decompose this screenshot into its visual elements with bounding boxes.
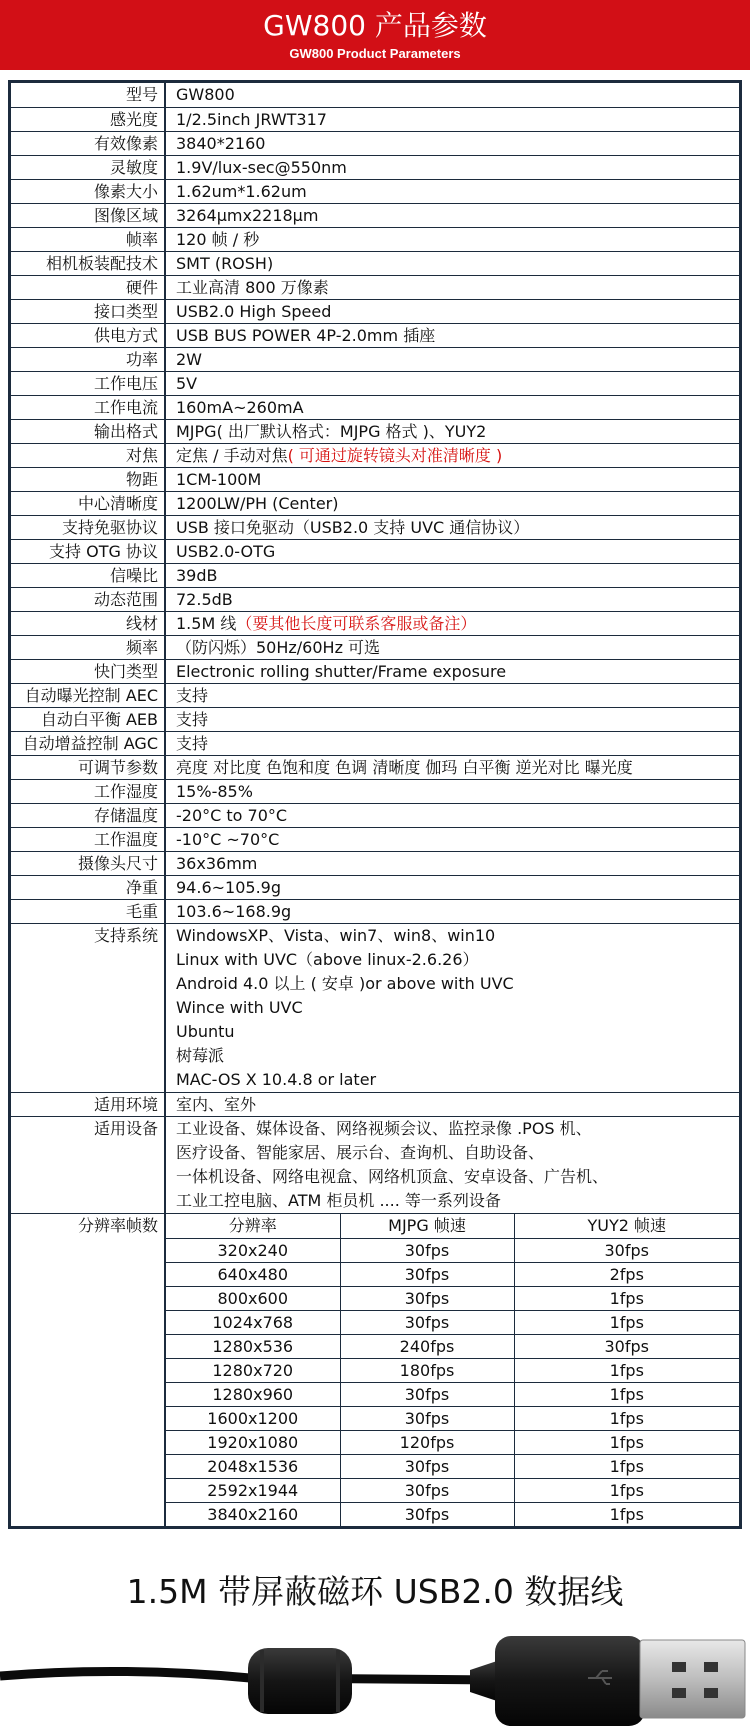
resolution-header-cell: YUY2 帧速: [514, 1214, 739, 1238]
resolution-cell: 1fps: [514, 1310, 739, 1334]
spec-row: [11, 611, 739, 635]
spec-row: [11, 515, 739, 539]
spec-label: 供电方式: [11, 324, 166, 347]
resolution-row: [166, 1286, 739, 1310]
spec-value-text: Electronic rolling shutter/Frame exposure: [176, 662, 507, 681]
resolution-cell: 3840x2160: [166, 1502, 340, 1526]
spec-value: [166, 660, 739, 683]
spec-value: [166, 1117, 739, 1213]
spec-label: 感光度: [11, 108, 166, 131]
spec-label: 动态范围: [11, 588, 166, 611]
spec-label: 净重: [11, 876, 166, 899]
spec-label: 摄像头尺寸: [11, 852, 166, 875]
title-banner: [0, 0, 750, 70]
resolution-cell: 640x480: [166, 1262, 340, 1286]
spec-value-text: USB2.0 High Speed: [176, 302, 332, 321]
spec-value-line: 工业工控电脑、ATM 柜员机 .... 等一系列设备: [176, 1191, 501, 1210]
resolution-cell: 1fps: [514, 1502, 739, 1526]
spec-value-text: 2W: [176, 350, 202, 369]
spec-value-text: USB BUS POWER 4P-2.0mm 插座: [176, 326, 436, 345]
spec-label: 灵敏度: [11, 156, 166, 179]
spec-value-note: ( 可通过旋转镜头对准清晰度 ): [287, 446, 503, 465]
page-title: GW800 产品参数: [263, 9, 487, 42]
spec-value-text: 工业高清 800 万像素: [176, 278, 329, 297]
spec-row: [11, 731, 739, 755]
spec-label: 快门类型: [11, 660, 166, 683]
spec-value-line: 一体机设备、网络电视盒、网络机顶盒、安卓设备、广告机、: [176, 1167, 609, 1186]
spec-value: [166, 852, 739, 875]
resolution-cell: 1fps: [514, 1454, 739, 1478]
resolution-cell: 2fps: [514, 1262, 739, 1286]
spec-label: 物距: [11, 468, 166, 491]
spec-label: 工作温度: [11, 828, 166, 851]
spec-value: [166, 588, 739, 611]
spec-label: 适用环境: [11, 1093, 166, 1116]
spec-value-line: Android 4.0 以上 ( 安卓 )or above with UVC: [176, 974, 514, 993]
spec-row: [11, 155, 739, 179]
spec-value-text: 支持: [176, 686, 209, 705]
spec-value-text: 1200LW/PH (Center): [176, 494, 339, 513]
spec-value-text: 支持: [176, 710, 209, 729]
spec-label: 像素大小: [11, 180, 166, 203]
spec-row: [11, 395, 739, 419]
spec-value: [166, 276, 739, 299]
spec-value-text: 1.62um*1.62um: [176, 182, 307, 201]
spec-label: 频率: [11, 636, 166, 659]
resolution-cell: 800x600: [166, 1286, 340, 1310]
cable-title: 1.5M 带屏蔽磁环 USB2.0 数据线: [126, 1572, 624, 1611]
spec-row: [11, 707, 739, 731]
resolution-cell: 1280x536: [166, 1334, 340, 1358]
resolution-header-cell: 分辨率: [228, 1216, 277, 1236]
spec-row: [11, 539, 739, 563]
spec-value-text: USB 接口免驱动（USB2.0 支持 UVC 通信协议）: [176, 518, 530, 537]
resolution-cell: 1280x960: [166, 1382, 340, 1406]
spec-value-text: 1.9V/lux-sec@550nm: [176, 158, 347, 177]
spec-value: [166, 180, 739, 203]
spec-value-text: 5V: [176, 374, 198, 393]
spec-value: [166, 564, 739, 587]
resolution-cell: 30fps: [340, 1406, 514, 1430]
spec-row: [11, 851, 739, 875]
spec-label: 帧率: [11, 228, 166, 251]
spec-value-line: 树莓派: [176, 1046, 225, 1065]
usb-metal-connector: [640, 1640, 745, 1718]
spec-value: [166, 252, 739, 275]
resolution-cell: 1fps: [514, 1382, 739, 1406]
spec-label: 支持系统: [11, 924, 166, 1092]
spec-label: 支持 OTG 协议: [11, 540, 166, 563]
spec-value-text: SMT (ROSH): [176, 254, 274, 273]
spec-label: 线材: [11, 612, 166, 635]
spec-value: [166, 540, 739, 563]
spec-value-text: 亮度 对比度 色饱和度 色调 清晰度 伽玛 白平衡 逆光对比 曝光度: [176, 758, 633, 777]
spec-row: [11, 299, 739, 323]
spec-row: [11, 587, 739, 611]
spec-value: [166, 900, 739, 923]
spec-value-text: 72.5dB: [176, 590, 233, 609]
resolution-row: [166, 1454, 739, 1478]
spec-value-note: （要其他长度可联系客服或备注）: [236, 614, 477, 633]
spec-value-text: 36x36mm: [176, 854, 258, 873]
spec-label: 信噪比: [11, 564, 166, 587]
spec-value-line: Wince with UVC: [176, 998, 303, 1017]
spec-row: [11, 803, 739, 827]
spec-value: [166, 156, 739, 179]
spec-label: 输出格式: [11, 420, 166, 443]
resolution-cell: 30fps: [514, 1334, 739, 1358]
resolution-cell: 30fps: [340, 1286, 514, 1310]
spec-row: [11, 755, 739, 779]
resolution-row: [166, 1406, 739, 1430]
spec-value-line: 工业设备、媒体设备、网络视频会议、监控录像 .POS 机、: [176, 1119, 592, 1138]
spec-value: [166, 83, 739, 107]
resolution-table: [166, 1214, 739, 1526]
spec-label: 适用设备: [11, 1117, 166, 1213]
resolution-cell: 30fps: [514, 1238, 739, 1262]
resolution-row: [166, 1382, 739, 1406]
spec-row: [11, 83, 739, 107]
spec-label: 毛重: [11, 900, 166, 923]
spec-value: [166, 228, 739, 251]
spec-value: [166, 444, 739, 467]
spec-label: 对焦: [11, 444, 166, 467]
resolution-cell: 240fps: [340, 1334, 514, 1358]
resolution-cell: 180fps: [340, 1358, 514, 1382]
resolution-header-cell: MJPG 帧速: [340, 1214, 514, 1238]
spec-row-systems: [11, 923, 739, 1092]
spec-row: [11, 827, 739, 851]
spec-value-text: 1.5M 线: [176, 614, 237, 633]
resolution-cell: 30fps: [340, 1382, 514, 1406]
spec-label: 支持免驱协议: [11, 516, 166, 539]
spec-value-text: 120 帧 / 秒: [176, 230, 260, 249]
resolution-row: [166, 1238, 739, 1262]
spec-row: [11, 251, 739, 275]
spec-value-line: WindowsXP、Vista、win7、win8、win10: [176, 926, 496, 945]
spec-label: 自动曝光控制 AEC: [11, 684, 166, 707]
spec-value: [166, 732, 739, 755]
resolution-cell: 1920x1080: [166, 1430, 340, 1454]
spec-row-resolution: [11, 1213, 739, 1526]
spec-row: [11, 323, 739, 347]
spec-label: 存储温度: [11, 804, 166, 827]
spec-label: 硬件: [11, 276, 166, 299]
spec-row: [11, 371, 739, 395]
resolution-cell: 1fps: [514, 1406, 739, 1430]
spec-row: [11, 635, 739, 659]
spec-value-text: 160mA~260mA: [176, 398, 304, 417]
resolution-cell: 2592x1944: [166, 1478, 340, 1502]
spec-label: 接口类型: [11, 300, 166, 323]
spec-value: 室内、室外: [176, 1095, 257, 1114]
spec-label: 可调节参数: [11, 756, 166, 779]
spec-value-text: 3840*2160: [176, 134, 266, 153]
spec-value-line: Ubuntu: [176, 1022, 235, 1041]
spec-row: [11, 899, 739, 923]
spec-label: 分辨率帧数: [11, 1214, 166, 1526]
spec-row: [11, 179, 739, 203]
spec-value-text: 3264μmx2218μm: [176, 206, 319, 225]
spec-value: [166, 420, 739, 443]
page-subtitle: GW800 Product Parameters: [289, 46, 461, 61]
spec-value: [166, 804, 739, 827]
resolution-header-row: [166, 1214, 739, 1238]
resolution-cell: 120fps: [340, 1430, 514, 1454]
spec-label: 型号: [11, 83, 166, 107]
spec-row: [11, 227, 739, 251]
spec-value: [166, 924, 739, 1092]
resolution-cell: 1280x720: [166, 1358, 340, 1382]
spec-row: [11, 443, 739, 467]
spec-label: 有效像素: [11, 132, 166, 155]
resolution-cell: 30fps: [340, 1502, 514, 1526]
spec-row: [11, 659, 739, 683]
resolution-cell: 1fps: [514, 1286, 739, 1310]
spec-label: 功率: [11, 348, 166, 371]
resolution-cell: 30fps: [340, 1310, 514, 1334]
resolution-cell: 1fps: [514, 1358, 739, 1382]
resolution-row: [166, 1502, 739, 1526]
spec-value-text: 支持: [176, 734, 209, 753]
spec-value-text: 15%-85%: [176, 782, 253, 801]
resolution-cell: 1fps: [514, 1430, 739, 1454]
spec-label: 中心清晰度: [11, 492, 166, 515]
resolution-row: [166, 1430, 739, 1454]
resolution-cell: 1fps: [514, 1478, 739, 1502]
spec-label: 工作电压: [11, 372, 166, 395]
spec-value-text: -10°C ~70°C: [176, 830, 280, 849]
spec-value-text: 94.6~105.9g: [176, 878, 281, 897]
spec-value-text: USB2.0-OTG: [176, 542, 276, 561]
resolution-cell: 2048x1536: [166, 1454, 340, 1478]
spec-value-text: -20°C to 70°C: [176, 806, 288, 825]
spec-row: [11, 683, 739, 707]
resolution-row: [166, 1334, 739, 1358]
spec-value-text: MJPG( 出厂默认格式：MJPG 格式 )、YUY2: [176, 422, 487, 441]
spec-value: [166, 876, 739, 899]
spec-table: [8, 80, 742, 1529]
spec-value: [166, 372, 739, 395]
spec-row: [11, 563, 739, 587]
spec-value: [166, 300, 739, 323]
spec-label: 自动白平衡 AEB: [11, 708, 166, 731]
spec-value: [166, 516, 739, 539]
spec-row: [11, 491, 739, 515]
spec-value-line: 医疗设备、智能家居、展示台、查询机、自助设备、: [176, 1143, 545, 1162]
spec-value: [166, 636, 739, 659]
resolution-table-wrap: [166, 1214, 739, 1526]
spec-value: [166, 780, 739, 803]
spec-row-environment: [11, 1092, 739, 1116]
spec-label: 工作电流: [11, 396, 166, 419]
spec-label: 相机板装配技术: [11, 252, 166, 275]
spec-value-text: 1/2.5inch JRWT317: [176, 110, 327, 129]
resolution-row: [166, 1310, 739, 1334]
spec-value-text: （防闪烁）50Hz/60Hz 可选: [176, 638, 381, 657]
spec-row: [11, 875, 739, 899]
spec-row-devices: [11, 1116, 739, 1213]
spec-value: [166, 324, 739, 347]
spec-row: [11, 419, 739, 443]
spec-value: [166, 708, 739, 731]
spec-row: [11, 131, 739, 155]
spec-row: [11, 779, 739, 803]
spec-value-line: Linux with UVC（above linux-2.6.26）: [176, 950, 479, 969]
spec-value: [166, 396, 739, 419]
spec-value-text: 103.6~168.9g: [176, 902, 292, 921]
spec-value: [166, 108, 739, 131]
spec-value: [166, 756, 739, 779]
spec-value: [166, 132, 739, 155]
resolution-row: [166, 1478, 739, 1502]
spec-value: [166, 684, 739, 707]
spec-value-text: 1CM-100M: [176, 470, 262, 489]
resolution-row: [166, 1358, 739, 1382]
resolution-cell: 1024x768: [166, 1310, 340, 1334]
spec-label: 图像区域: [11, 204, 166, 227]
resolution-cell: 320x240: [166, 1238, 340, 1262]
spec-row: [11, 107, 739, 131]
resolution-cell: 30fps: [340, 1238, 514, 1262]
resolution-row: [166, 1262, 739, 1286]
spec-row: [11, 275, 739, 299]
spec-value: [166, 204, 739, 227]
spec-value-line: MAC-OS X 10.4.8 or later: [176, 1070, 377, 1089]
spec-value: [166, 828, 739, 851]
spec-value: [166, 468, 739, 491]
resolution-cell: 30fps: [340, 1478, 514, 1502]
usb-cable-illustration: [0, 1616, 750, 1731]
spec-row: [11, 467, 739, 491]
spec-value-text: GW800: [176, 85, 235, 104]
resolution-cell: 30fps: [340, 1262, 514, 1286]
spec-label: 自动增益控制 AGC: [11, 732, 166, 755]
spec-row: [11, 203, 739, 227]
spec-label: 工作湿度: [11, 780, 166, 803]
resolution-cell: 1600x1200: [166, 1406, 340, 1430]
spec-row: [11, 347, 739, 371]
spec-value: [166, 492, 739, 515]
spec-value: [166, 348, 739, 371]
spec-value-text: 39dB: [176, 566, 218, 585]
spec-value-text: 定焦 / 手动对焦: [176, 446, 288, 465]
usb-plug-body: [495, 1636, 645, 1726]
resolution-cell: 30fps: [340, 1454, 514, 1478]
spec-value: [166, 612, 739, 635]
